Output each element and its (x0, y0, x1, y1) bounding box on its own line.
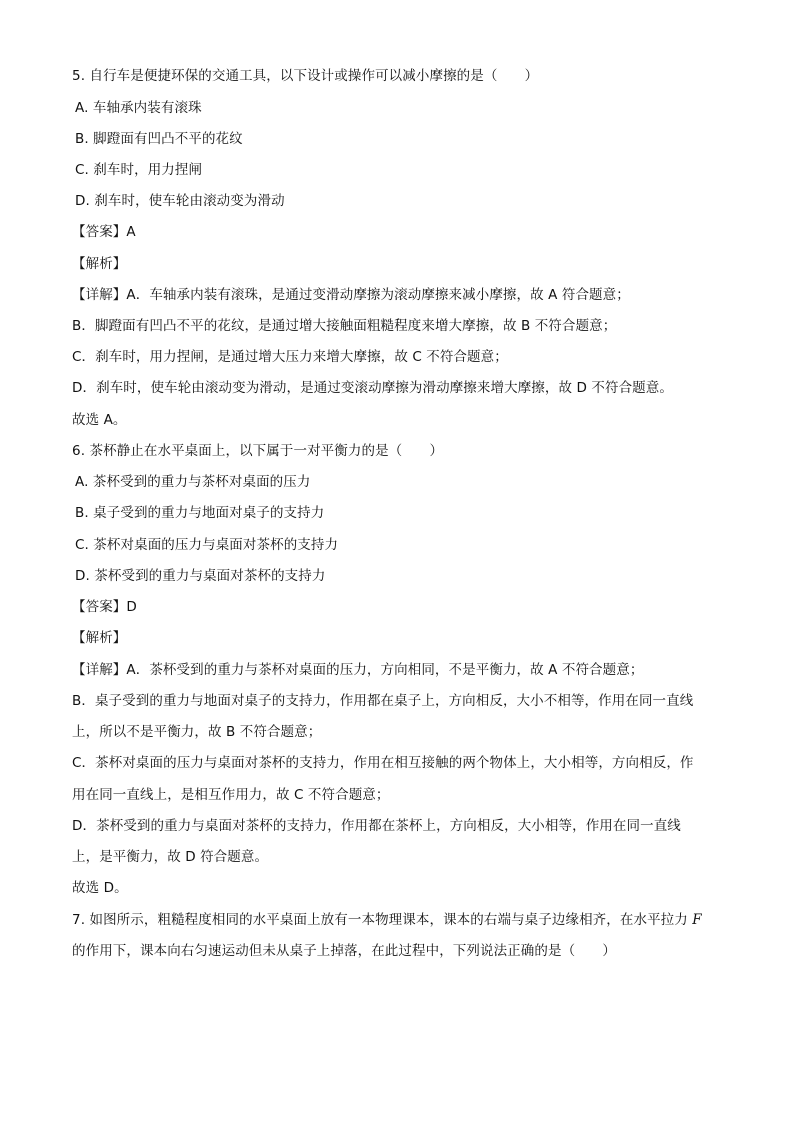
force-variable: F (692, 912, 702, 928)
question-6-analysis-line: 【详解】A．茶杯受到的重力与茶杯对桌面的压力，方向相同，不是平衡力，故 A 不符合题意； (72, 662, 644, 678)
question-6-option-c: C. 茶杯对桌面的压力与桌面对茶杯的支持力 (75, 537, 339, 553)
question-7-stem-text: 7. 如图所示，粗糙程度相同的水平桌面上放有一本物理课本，课本的右端与桌子边缘相齐，在水平拉力 (72, 912, 693, 928)
question-5-option-b: B. 脚蹬面有凹凸不平的花纹 (75, 131, 243, 147)
question-5-analysis-line: D．刹车时，使车轮由滚动变为滑动，是通过变滚动摩擦为滑动摩擦来增大摩擦，故 D 不符合题意。 (72, 380, 673, 396)
question-5-analysis-line: 【详解】A．车轴承内装有滚珠，是通过变滑动摩擦为滚动摩擦来减小摩擦，故 A 符合题意； (72, 287, 630, 303)
question-6-analysis-label: 【解析】 (72, 630, 127, 646)
question-7-stem-line-1 (72, 911, 702, 929)
question-5-option-a: A. 车轴承内装有滚珠 (75, 100, 202, 116)
question-6-option-b: B. 桌子受到的重力与地面对桌子的支持力 (75, 505, 325, 521)
question-6-analysis-line: 上，所以不是平衡力，故 B 不符合题意； (72, 724, 322, 740)
question-6-answer: 【答案】D (72, 599, 137, 615)
question-6-analysis-line: C．茶杯对桌面的压力与桌面对茶杯的支持力，作用在相互接触的两个物体上，大小相等，方向相反，作 (72, 755, 694, 771)
question-6-option-d: D. 茶杯受到的重力与桌面对茶杯的支持力 (75, 568, 326, 584)
question-6-option-a: A. 茶杯受到的重力与茶杯对桌面的压力 (75, 474, 311, 490)
question-5-analysis-label: 【解析】 (72, 256, 127, 272)
question-5-answer: 【答案】A (72, 224, 136, 240)
question-6-analysis-line: 上，是平衡力，故 D 符合题意。 (72, 849, 269, 865)
question-5-conclusion: 故选 A。 (72, 412, 127, 428)
question-7-stem-line-2: 的作用下，课本向右匀速运动但未从桌子上掉落，在此过程中，下列说法正确的是（ ） (72, 943, 616, 959)
question-5-option-d: D. 刹车时，使车轮由滚动变为滑动 (75, 193, 285, 209)
question-6-conclusion: 故选 D。 (72, 880, 128, 896)
question-6-analysis-line: 用在同一直线上，是相互作用力，故 C 不符合题意； (72, 787, 390, 803)
question-5-stem: 5. 自行车是便捷环保的交通工具，以下设计或操作可以减小摩擦的是（ ） (72, 68, 539, 84)
question-6-analysis-line: D．茶杯受到的重力与桌面对茶杯的支持力，作用都在茶杯上，方向相反，大小相等，作用在同一直线 (72, 818, 681, 834)
question-6-analysis-line: B．桌子受到的重力与地面对桌子的支持力，作用都在桌子上，方向相反，大小不相等，作用在同一直线 (72, 693, 694, 709)
question-5-analysis-line: C．刹车时，用力捏闸，是通过增大压力来增大摩擦，故 C 不符合题意； (72, 349, 508, 365)
question-6-stem: 6. 茶杯静止在水平桌面上，以下属于一对平衡力的是（ ） (72, 443, 444, 459)
question-5-option-c: C. 刹车时，用力捏闸 (75, 162, 203, 178)
question-5-analysis-line: B．脚蹬面有凹凸不平的花纹，是通过增大接触面粗糙程度来增大摩擦，故 B 不符合题意； (72, 318, 617, 334)
